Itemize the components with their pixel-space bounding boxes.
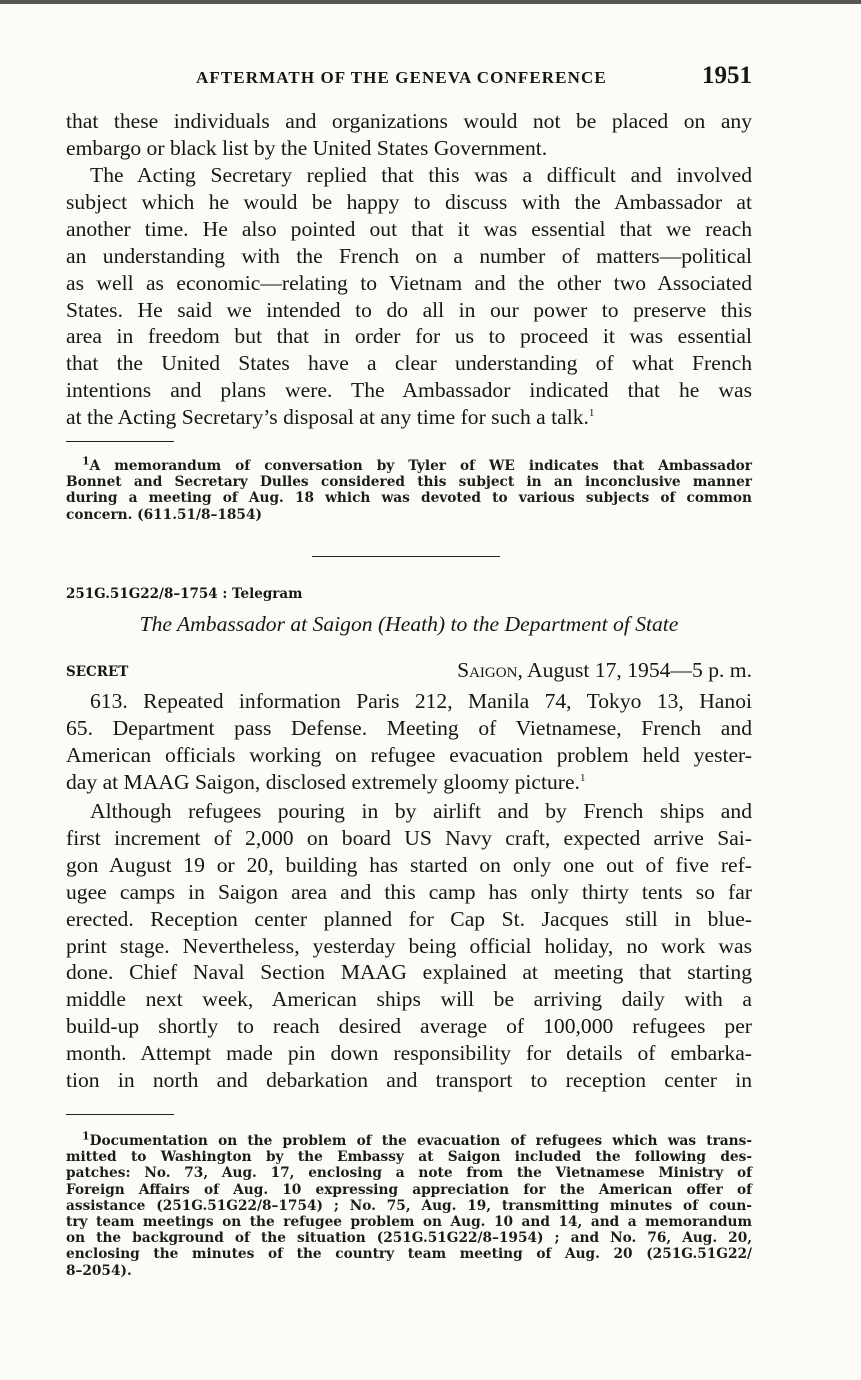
dateline-date: , August 17, 1954—5 p. m. xyxy=(517,658,752,682)
dateline-place: Saigon xyxy=(457,658,518,682)
footnote-text: Documentation on the problem of the evacuation of refugees which was trans- xyxy=(89,1133,752,1149)
text-line-content: day at MAAG Saigon, disclosed extremely gloomy picture. xyxy=(66,769,580,794)
text-line xyxy=(66,769,752,796)
text-line: done. Chief Naval Section MAAG explained at meeting that starting xyxy=(66,960,752,985)
text-line: build-up shortly to reach desired average of 100,000 refugees per xyxy=(66,1014,752,1039)
telegram-paragraph-2 xyxy=(66,798,752,1094)
footnote-line: enclosing the minutes of the country team meeting of Aug. 20 (251G.51G22/ xyxy=(66,1246,752,1263)
text-line: American officials working on refugee evacuation problem held yester- xyxy=(66,742,752,767)
text-line: subject which he would be happy to discuss with the Ambassador at xyxy=(66,189,752,214)
footnote-text: A memorandum of conversation by Tyler of WE indicates that Ambassador xyxy=(89,458,752,474)
footnote-line: try team meetings on the refugee problem on Aug. 10 and 14, and a memorandum xyxy=(66,1214,752,1231)
telegram-paragraph-1 xyxy=(66,688,752,796)
footnote-line: assistance (251G.51G22/8–1754) ; No. 75, Aug. 19, transmitting minutes of coun- xyxy=(66,1197,752,1214)
text-line: as well as economic—relating to Vietnam and the other two Associated xyxy=(66,270,752,295)
footnote-line: 8–2054). xyxy=(66,1262,132,1279)
footnote-line: Bonnet and Secretary Dulles considered this subject in an inconclusive manner xyxy=(66,474,752,491)
acting-secretary-paragraph xyxy=(66,162,752,431)
text-line: tion in north and debarkation and transport to reception center in xyxy=(66,1068,752,1093)
footnote-line: patches: No. 73, Aug. 17, enclosing a note from the Vietnamese Ministry of xyxy=(66,1165,752,1182)
text-line: gon August 19 or 20, building has started on only one out of five ref- xyxy=(66,852,752,877)
text-line: The Acting Secretary replied that this was a difficult and involved xyxy=(90,163,752,187)
footnote-mark: 1 xyxy=(82,1129,90,1143)
footnote-2 xyxy=(66,1129,752,1279)
footnote-separator xyxy=(66,441,174,442)
footnote-separator xyxy=(66,1114,174,1115)
footnote-marker: 1 xyxy=(579,771,586,784)
file-reference: 251G.51G22/8–1754 : Telegram xyxy=(66,586,303,602)
text-line: first increment of 2,000 on board US Navy craft, expected arrive Sai- xyxy=(66,825,752,850)
text-line: that these individuals and organizations would not be placed on any xyxy=(66,109,752,133)
text-line: area in freedom but that in order for us to proceed it was essential xyxy=(66,324,752,349)
footnote-line: Foreign Affairs of Aug. 10 expressing appreciation for the American offer of xyxy=(66,1181,752,1198)
page-number: 1951 xyxy=(702,62,752,89)
text-line: ugee camps in Saigon area and this camp has only thirty tents so far xyxy=(66,879,752,904)
text-line: 613. Repeated information Paris 212, Manila 74, Tokyo 13, Hanoi xyxy=(90,689,752,713)
continued-paragraph xyxy=(66,108,752,162)
footnote-line: mitted to Washington by the Embassy at Saigon included the following des- xyxy=(66,1149,752,1166)
section-divider xyxy=(312,556,500,557)
footnote-line: on the background of the situation (251G.51G22/8–1954) ; and No. 76, Aug. 20, xyxy=(66,1230,752,1247)
running-title: AFTERMATH OF THE GENEVA CONFERENCE xyxy=(196,68,607,87)
text-line: that the United States have a clear understanding of what French xyxy=(66,351,752,376)
text-line: another time. He also pointed out that it was essential that we reach xyxy=(66,216,752,241)
footnote-line xyxy=(66,454,752,474)
footnote-line: during a meeting of Aug. 18 which was devoted to various subjects of common xyxy=(66,490,752,507)
page-top-edge xyxy=(0,0,861,4)
text-line: an understanding with the French on a number of matters—political xyxy=(66,243,752,268)
page-header xyxy=(66,62,752,94)
text-line: States. He said we intended to do all in our power to preserve this xyxy=(66,297,752,322)
text-line-content: at the Acting Secretary’s disposal at any time for such a talk. xyxy=(66,405,589,430)
footnote-mark: 1 xyxy=(82,454,90,468)
dateline xyxy=(457,658,752,683)
text-line: embargo or black list by the United States Government. xyxy=(66,135,548,160)
document-title: The Ambassador at Saigon (Heath) to the Department of State xyxy=(139,612,679,636)
text-line: middle next week, American ships will be arriving daily with a xyxy=(66,987,752,1012)
text-line: month. Attempt made pin down responsibility for details of embarka- xyxy=(66,1041,752,1066)
footnote-line: concern. (611.51/8–1854) xyxy=(66,506,262,523)
text-line xyxy=(66,404,752,431)
text-line: 65. Department pass Defense. Meeting of Vietnamese, French and xyxy=(66,715,752,740)
footnote-marker: 1 xyxy=(588,406,595,419)
classification-label: SECRET xyxy=(66,664,129,680)
text-line: print stage. Nevertheless, yesterday being official holiday, no work was xyxy=(66,933,752,958)
text-line: erected. Reception center planned for Cap St. Jacques still in blue- xyxy=(66,906,752,931)
text-line: intentions and plans were. The Ambassador indicated that he was xyxy=(66,378,752,403)
footnote-line xyxy=(66,1129,752,1149)
footnote-1 xyxy=(66,454,752,523)
text-line: Although refugees pouring in by airlift and by French ships and xyxy=(90,799,752,823)
